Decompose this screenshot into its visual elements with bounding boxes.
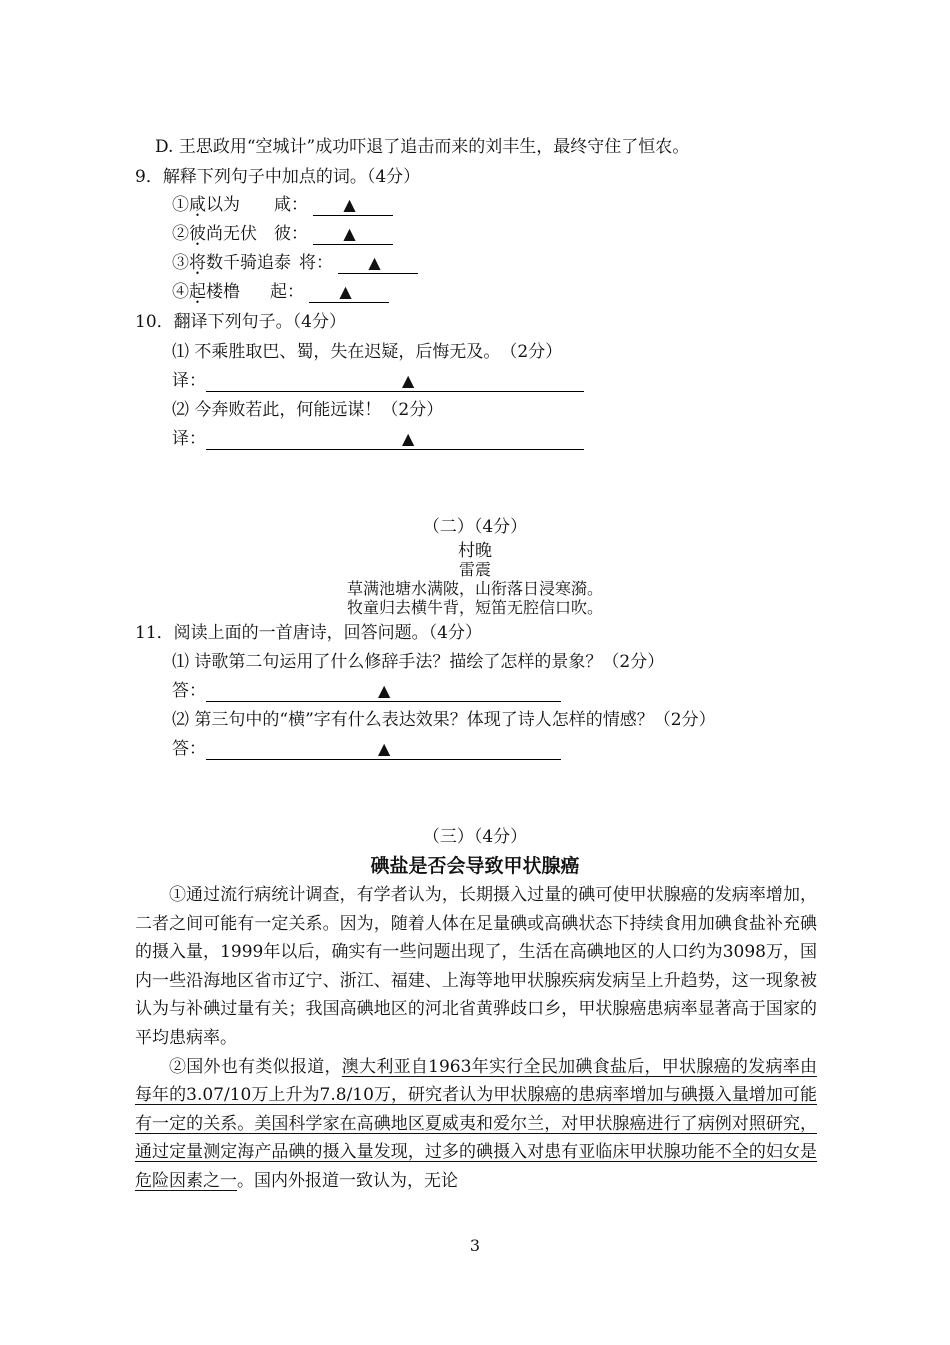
item-label: 咸：	[274, 195, 308, 215]
answer-label: 译：	[172, 371, 206, 391]
answer-label: 译：	[172, 429, 206, 449]
paragraph-1: ①通过流行病统计调查，有学者认为，长期摄入过量的碘可使甲状腺癌的发病率增加，二者之间可能有一定关系。因为，随着人体在足量碘或高碘状态下持续食用加碘食盐补充碘的摄入量，1999年以后，确实有一些问题出现了，生活在高碘地区的人口约为3098万，国内一些沿海地区省市辽宁、浙江、福建、上海等地甲状腺疾病发病呈上升趋势，这一现象被认为与补碘过量有关；我国高碘地区的河北省黄骅歧口乡，甲状腺癌患病率显著高于国家的平均患病率。	[135, 885, 817, 1048]
q10-answer-line-1	[172, 370, 584, 392]
dotted-word: 将	[189, 253, 206, 273]
answer-label: 答：	[172, 739, 206, 759]
dotted-word: 彼	[189, 224, 206, 244]
q10-title: 10．翻译下列句子。（4分）	[135, 312, 346, 332]
answer-marker-icon: ▲	[368, 253, 381, 272]
answer-blank[interactable]	[338, 255, 418, 274]
answer-marker-icon: ▲	[343, 224, 356, 243]
answer-marker-icon: ▲	[343, 195, 356, 214]
item-number: ②	[172, 224, 189, 244]
item-label: 起：	[270, 282, 304, 302]
poem-author: 雷震	[458, 560, 491, 579]
item-label: 彼：	[274, 224, 308, 244]
answer-marker-icon: ▲	[378, 681, 391, 700]
answer-blank[interactable]	[309, 284, 389, 303]
item-text: 楼橹	[206, 282, 240, 302]
page-number: 3	[469, 1236, 481, 1255]
underlined-passage: 澳大利亚自1963年实行全民加碘食盐后，甲状腺癌的发病率由每年的3.07/10万上升为7.8/10万，研究者认为甲状腺癌的患病率增加与碘摄入量增加可能有一定的关系。美国科学家在高碘地区夏威夷和爱尔兰，对甲状腺癌进行了病例对照研究，通过定量测定海产品碘的摄入量发现，过多的碘摄入对患有亚临床甲状腺功能不全的妇女是危险因素之一	[135, 1056, 817, 1191]
answer-blank[interactable]	[313, 197, 393, 216]
q9-title: 9．解释下列句子中加点的词。（4分）	[135, 167, 421, 187]
article-body	[135, 881, 817, 1196]
item-number: ④	[172, 282, 189, 302]
section-2-header: （二）（4分）	[422, 517, 528, 537]
item-number: ①	[172, 195, 189, 215]
answer-blank[interactable]	[206, 431, 584, 450]
answer-marker-icon: ▲	[402, 371, 415, 390]
q9-item-2	[172, 223, 393, 245]
q10-answer-line-2	[172, 428, 584, 450]
item-number: ③	[172, 253, 189, 273]
paragraph-2-intro: ②国外也有类似报道，	[169, 1056, 342, 1077]
q11-question-2: ⑵ 第三句中的“横”字有什么表达效果？体现了诗人怎样的情感？（2分）	[172, 710, 716, 730]
item-label: 将：	[299, 253, 333, 273]
item-text: 数千骑追泰	[206, 253, 291, 273]
poem-line-2: 牧童归去横牛背，短笛无腔信口吹。	[346, 598, 603, 617]
poem-title: 村晚	[458, 541, 492, 561]
answer-marker-icon: ▲	[402, 429, 415, 448]
answer-blank[interactable]	[206, 741, 561, 760]
poem-line-1: 草满池塘水满陂，山衔落日浸寒漪。	[346, 579, 603, 598]
q11-question-1: ⑴ 诗歌第二句运用了什么修辞手法？描绘了怎样的景象？（2分）	[172, 652, 665, 672]
item-text: 尚无伏	[206, 224, 257, 244]
answer-blank[interactable]	[206, 373, 584, 392]
dotted-word: 起	[189, 282, 206, 302]
answer-blank[interactable]	[313, 226, 393, 245]
q10-sentence-2: ⑵ 今奔败若此，何能远谋！（2分）	[172, 400, 444, 420]
q9-item-3	[172, 252, 418, 274]
answer-marker-icon: ▲	[378, 739, 391, 758]
q8-option-d: D. 王思政用“空城计”成功吓退了追击而来的刘丰生，最终守住了恒农。	[155, 137, 690, 157]
q11-title: 11．阅读上面的一首唐诗，回答问题。（4分）	[135, 623, 482, 643]
article-title: 碘盐是否会导致甲状腺癌	[370, 855, 580, 877]
q10-sentence-1: ⑴ 不乘胜取巴、蜀，失在迟疑，后悔无及。 （2分）	[172, 342, 563, 362]
q9-item-1	[172, 194, 393, 216]
q11-answer-line-1	[172, 680, 561, 702]
answer-marker-icon: ▲	[339, 282, 352, 301]
answer-blank[interactable]	[206, 683, 561, 702]
dotted-word: 咸	[189, 195, 206, 215]
paragraph-2-tail: 。国内外报道一致认为，无论	[237, 1170, 458, 1191]
section-3-header: （三）（4分）	[422, 827, 528, 847]
answer-label: 答：	[172, 681, 206, 701]
q9-item-4	[172, 281, 389, 303]
item-text: 以为	[206, 195, 240, 215]
q11-answer-line-2	[172, 738, 561, 760]
paragraph-2	[135, 1053, 817, 1196]
